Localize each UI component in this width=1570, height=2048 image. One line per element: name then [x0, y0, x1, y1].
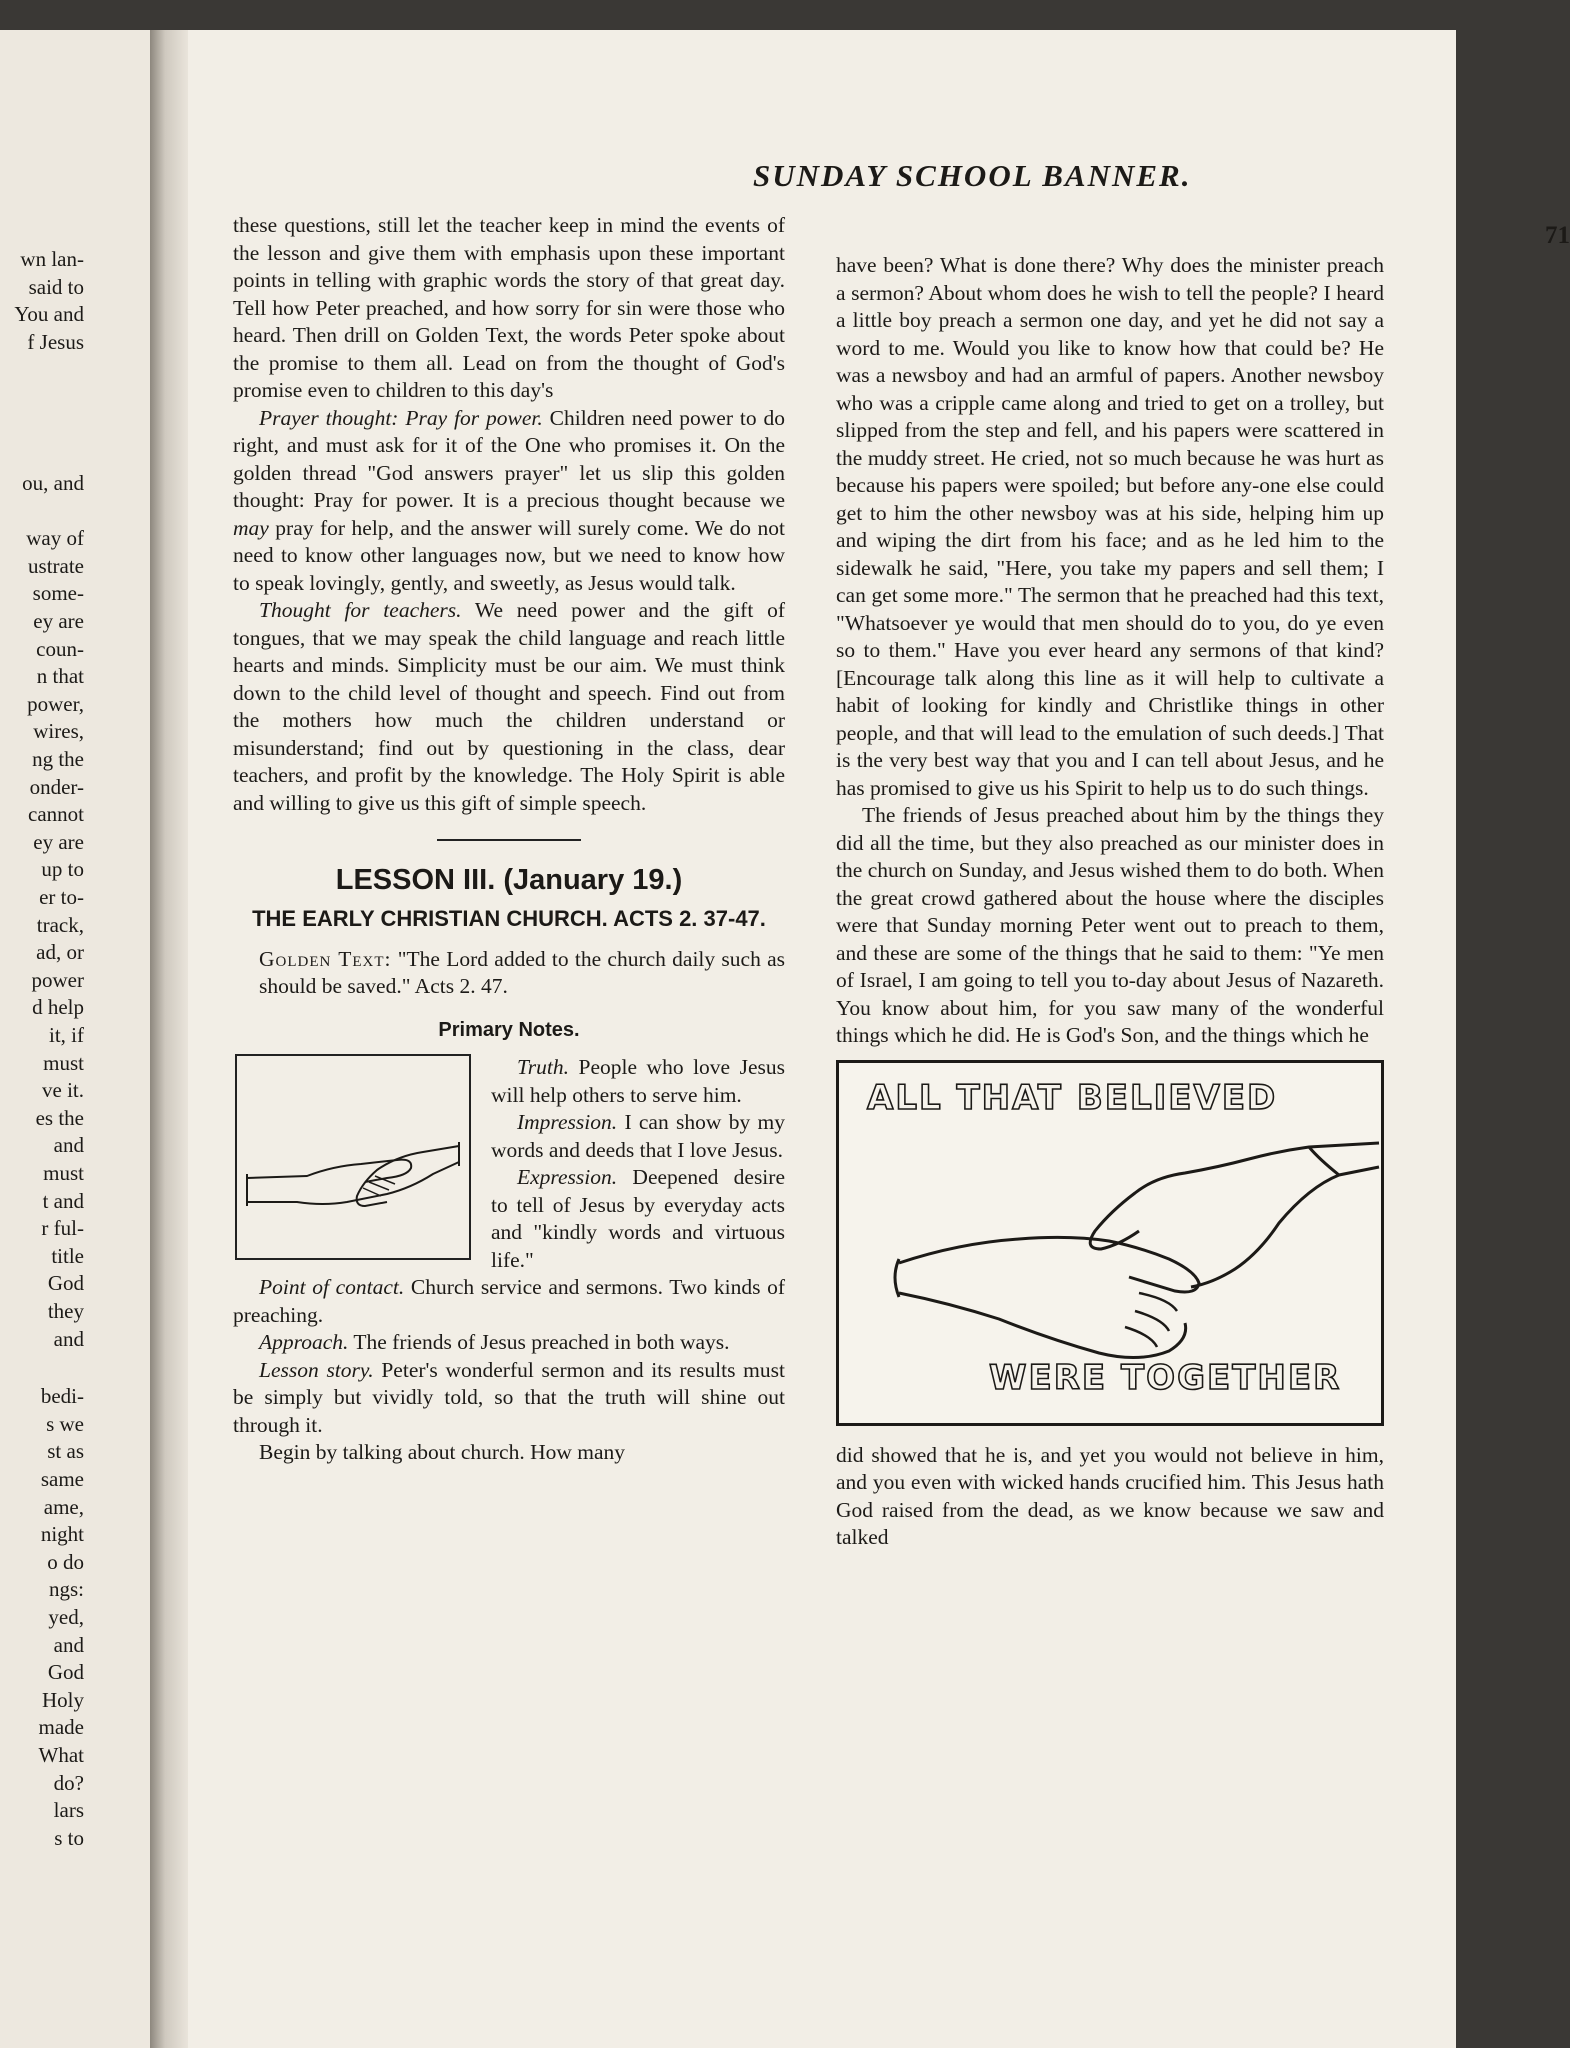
facing-page-line: r ful- [41, 1216, 84, 1241]
prayer-label: Prayer thought: Pray for power. [259, 405, 543, 430]
expression-label: Expression. [517, 1165, 618, 1189]
expression-text: Deepened desire to tell of Jesus by everyday acts and "kindly words and virtuous life." [491, 1165, 785, 1272]
facing-page-line: yed, [48, 1605, 84, 1629]
right-column [836, 252, 1384, 1552]
lesson-subtitle: THE EARLY CHRISTIAN CHURCH. ACTS 2. 37-47. [252, 905, 766, 931]
running-header: SUNDAY SCHOOL BANNER. [753, 158, 1192, 193]
truth-label: Truth. [517, 1055, 569, 1079]
facing-page-line: God [47, 1660, 84, 1685]
facing-page-line: s we [46, 1411, 84, 1436]
facing-page-line: must [43, 1050, 84, 1075]
facing-page-line: made [38, 1715, 84, 1740]
impression-text: I can show by my words and deeds that I love Jesus. [491, 1110, 785, 1162]
story-label: Lesson story. [259, 1357, 374, 1382]
facing-page-line: f Jesus [27, 329, 84, 354]
facing-page-line: ou, and [22, 471, 84, 495]
paragraph-teachers [233, 597, 785, 817]
facing-page-line: ustrate [28, 553, 84, 578]
facing-page-line: ve it. [42, 1078, 84, 1103]
note-contact [233, 1274, 785, 1329]
lesson-heading: LESSON III. (January 19.) [335, 864, 683, 896]
facing-page-line: God [47, 1271, 84, 1296]
facing-page-line: wires, [33, 719, 84, 744]
all-that-believed-illustration [836, 1060, 1384, 1426]
facing-page-line: What [38, 1743, 84, 1767]
facing-page-line: er to- [39, 885, 84, 909]
section-divider [437, 839, 581, 841]
paragraph: did showed that he is, and yet you would not believe in him, and you even with wicked hands crucified him. This Jesus hath God raised from the dead, as we know because we saw and talked [836, 1442, 1384, 1549]
story-text: Peter's wonderful sermon and its results must be simply but vividly told, so that the truth will shine out through it. [233, 1357, 785, 1437]
impression-label: Impression. [517, 1110, 618, 1134]
facing-page-line: lars [53, 1798, 84, 1823]
facing-page-line: You and [14, 302, 84, 327]
facing-page-line: o do [47, 1549, 84, 1574]
emphasis: may [233, 515, 269, 540]
facing-page-line: and [53, 1632, 84, 1657]
contact-text: Church service and sermons. Two kinds of preaching. [233, 1275, 785, 1327]
golden-label: Golden Text: [259, 946, 392, 971]
golden-quote: "The Lord added to the church daily such as should be saved." Acts 2. 47. [259, 946, 786, 998]
facing-page-line: said to [28, 274, 84, 299]
facing-page-line: d help [32, 995, 84, 1020]
paragraph-begin: Begin by talking about church. How many [259, 1440, 626, 1464]
facing-page-line: ng the [32, 747, 84, 771]
facing-page-line: it, if [49, 1023, 84, 1047]
teachers-text: We need power and the gift of tongues, that we may speak the child language and reach little hearts and minds. Simplicity must be our aim. We must think down to the child level of thought and speech. Find out from the mothers how much the children understand or misunderstand; find out by questioning in the class, dear teachers, and profit by the knowledge. The Holy Spirit is able and willing to give us this gift of simple speech. [233, 598, 785, 815]
left-column [233, 212, 785, 1467]
page-number: 71 [1545, 222, 1570, 249]
facing-page-line: Holy [42, 1687, 84, 1712]
paragraph-prayer [233, 405, 785, 598]
handshake-icon [237, 1056, 469, 1258]
facing-page-line: ad, or [36, 940, 84, 965]
primary-notes-heading: Primary Notes. [438, 1018, 580, 1041]
facing-page-line: st as [47, 1439, 84, 1464]
teachers-label: Thought for teachers. [259, 598, 462, 622]
facing-page-fragment [0, 30, 150, 2048]
facing-page-line: way of [26, 526, 84, 551]
facing-page-line: t and [42, 1188, 84, 1213]
facing-page-line: same [40, 1467, 84, 1491]
magazine-page [188, 30, 1570, 2048]
facing-page-line: es the [35, 1105, 84, 1130]
approach-label: Approach. [259, 1330, 349, 1354]
facing-page-line: and [53, 1133, 84, 1158]
facing-page-line: they [47, 1299, 84, 1323]
note-story [233, 1357, 785, 1440]
facing-page-line: power, [27, 691, 84, 716]
contact-label: Point of contact. [259, 1275, 405, 1299]
facing-page-line: bedi- [40, 1384, 84, 1409]
truth-text: People who love Jesus will help others to serve him. [491, 1055, 785, 1107]
facing-page-line: track, [36, 912, 84, 937]
note-approach [233, 1329, 785, 1357]
facing-page-line: do? [53, 1770, 84, 1795]
facing-page-line: ey are [33, 609, 84, 633]
facing-page-line: ame, [43, 1494, 84, 1519]
paragraph: The friends of Jesus preached about him by the things they did all the time, but they also preached as our minister does in the church on Sunday, and Jesus wished them to do both. When the great crowd gathered about the house where the disciples were that Sunday morning Peter went out to preach to them, and these are some of the things that he said to them: "Ye men of Israel, I am going to tell you to-day about Jesus of Nazareth. You know about him, for you saw many of the wonderful things which he did. He is God's Son, and the things which he [836, 803, 1384, 1047]
facing-page-line: title [51, 1243, 84, 1268]
facing-page-line: wn lan- [20, 247, 84, 271]
illustration-caption-top: ALL THAT BELIEVED [867, 1077, 1278, 1118]
prayer-text: Children need power to do right, and must ask for it of the One who promises it. On the golden thread "God answers prayer" let us slip this golden thought: Pray for power. It is a precious thought because we [233, 405, 786, 512]
facing-page-line: cannot [28, 802, 84, 827]
facing-page-line: n that [36, 664, 84, 689]
facing-page-line: onder- [29, 774, 84, 799]
golden-text [233, 946, 785, 1001]
facing-page-line: must [43, 1161, 84, 1185]
page-gutter [150, 30, 188, 2048]
approach-text: The friends of Jesus preached in both ways. [348, 1330, 730, 1354]
paragraph: have been? What is done there? Why does the minister preach a sermon? About whom does he wish to tell the people? I heard a little boy preach a sermon one day, and yet he did not say a word to me. Would you like to know how that could be? He was a newsboy and had an armful of papers. Another newsboy who was a cripple came along and tried to get on a trolley, but slipped from the step and fell, and his papers were scattered in the muddy street. He cried, not so much because he was hurt as because his papers were spoiled; but before any-one else could get to him the other newsboy was at his side, helping him up and wiping the dirt from his face; and as he led him to the sidewalk he said, "Here, you take my papers and sell them; I can get some more." The sermon that he preached had this text, "Whatsoever ye would that men should do to you, do ye even so to them." Have you ever heard any sermons of that kind? [Encourage talk along this line as it will help to cultivate a habit of looking for kindly and Christlike things in other people, and that will lead to the emulation of such deeds.] That is the very best way that you and I can tell about Jesus, and he has promised to give us his Spirit to help us to do such things. [836, 253, 1384, 800]
facing-page-line: night [40, 1522, 84, 1547]
facing-page-line: some- [32, 581, 84, 606]
facing-page-line: s to [54, 1825, 84, 1850]
facing-page-line: and [53, 1326, 84, 1351]
prayer-text: pray for help, and the answer will surely come. We do not need to know other languages now, but we need to know how to speak lovingly, gently, and sweetly, as Jesus would talk. [233, 515, 785, 595]
handshake-figure [235, 1054, 471, 1260]
facing-page-line: up to [41, 857, 84, 882]
facing-page-line: ey are [33, 829, 84, 854]
facing-page-line: power [31, 967, 84, 992]
facing-page-line: ngs: [48, 1577, 84, 1602]
illustration-caption-bottom: WERE TOGETHER [989, 1357, 1342, 1398]
paragraph: these questions, still let the teacher keep in mind the events of the lesson and give them with emphasis upon these important points in telling with graphic words the story of that great day. Tell how Peter preached, and how sorry for sin were those who heard. Then drill on Golden Text, the words Peter spoke about the promise to them all. Lead on from the thought of God's promise even to children to this day's [233, 213, 785, 402]
facing-page-line: coun- [36, 636, 84, 661]
